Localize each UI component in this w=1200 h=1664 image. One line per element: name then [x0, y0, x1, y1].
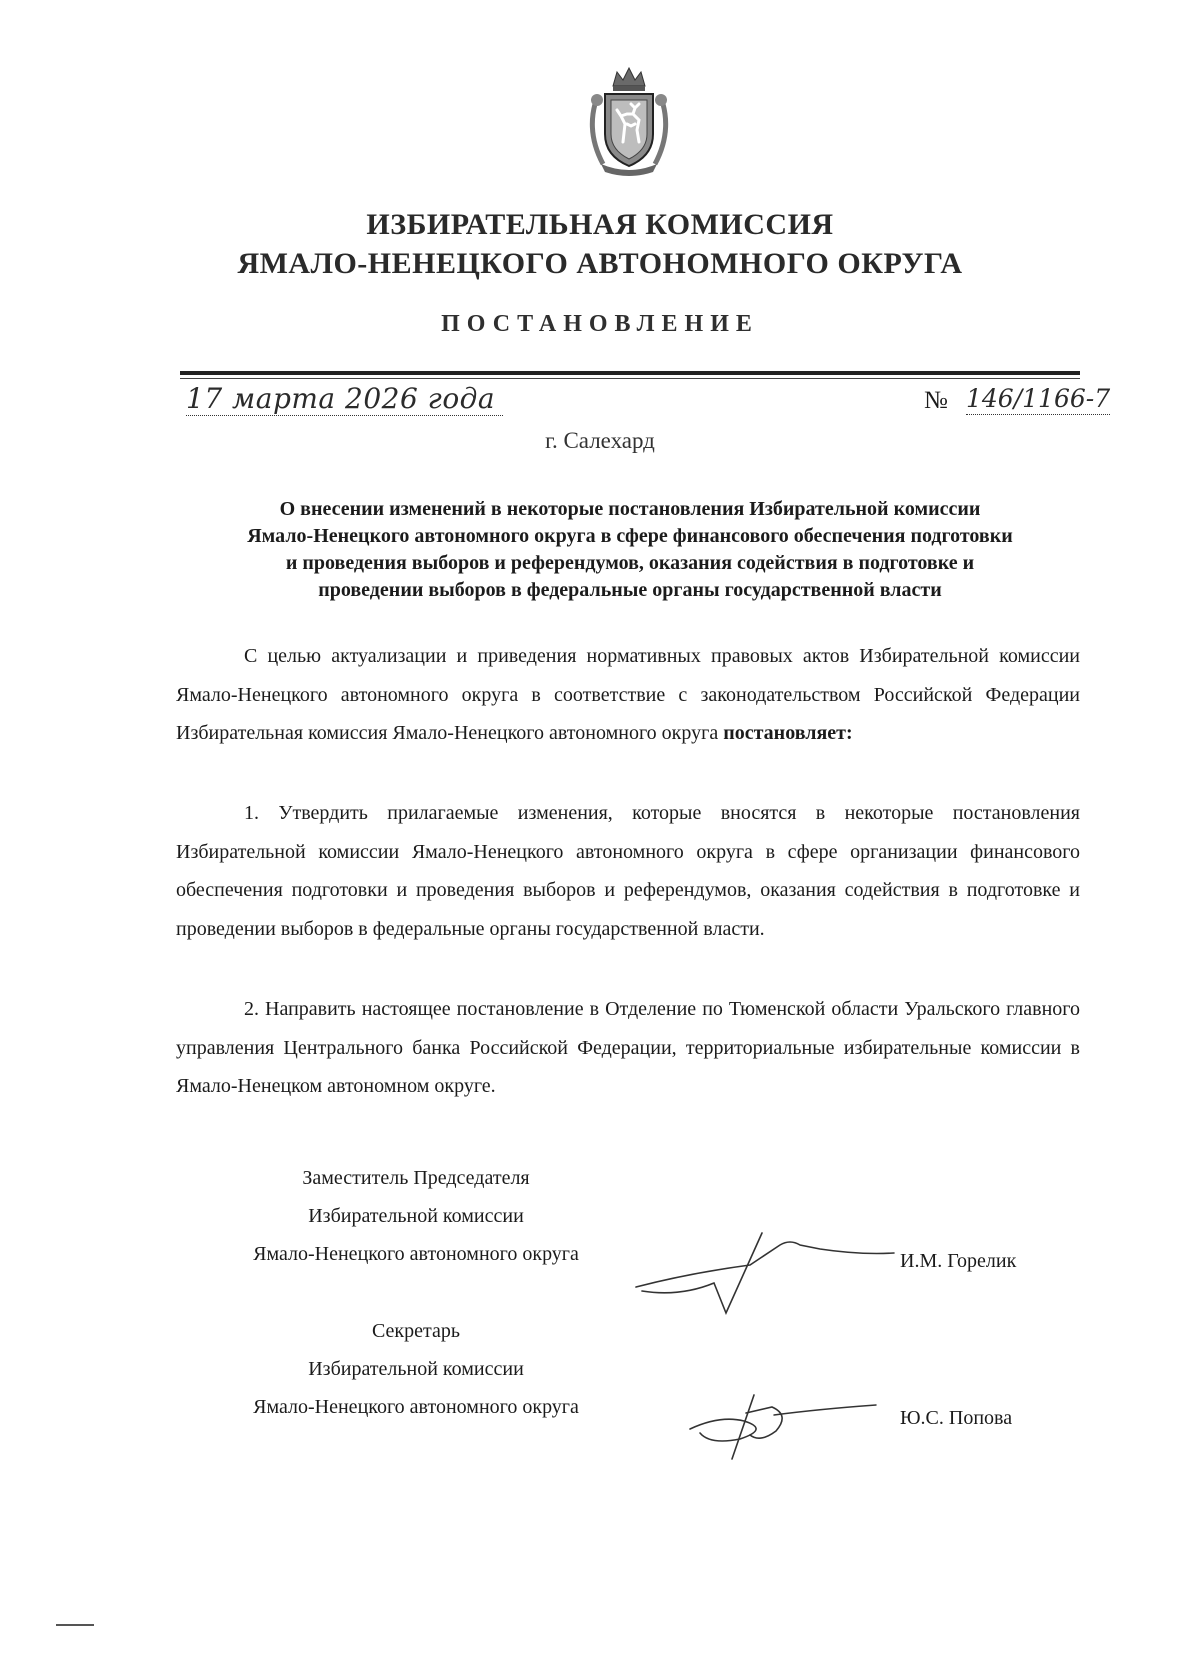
- organization-name-line2: ЯМАЛО-НЕНЕЦКОГО АВТОНОМНОГО ОКРУГА: [237, 247, 963, 280]
- handwritten-document-number: 146/1166-7: [966, 384, 1111, 413]
- handwritten-signature-1: [630, 1225, 900, 1315]
- handwritten-date: 17 марта 2026 года: [186, 383, 503, 416]
- signatory-2-position: [196, 1312, 636, 1426]
- signatory-1-position-line: Ямало-Ненецкого автономного округа: [253, 1243, 579, 1265]
- signatory-1-position: [196, 1159, 636, 1273]
- item-2-paragraph: 2. Направить настоящее постановление в Отделение по Тюменской области Уральского главного управления Центрального банка Российской Федерации, территориальные избирательные комиссии в Ямало-Ненецком автономном округе.: [176, 998, 1080, 1097]
- number-label: №: [924, 387, 948, 414]
- title-line: проведении выборов в федеральные органы государственной власти: [318, 579, 942, 601]
- signatory-2-position-line: Избирательной комиссии: [308, 1358, 524, 1380]
- decree-word: постановляет:: [723, 722, 853, 744]
- item-1-paragraph: 1. Утвердить прилагаемые изменения, которые вносятся в некоторые постановления Избирательной комиссии Ямало-Ненецкого автономного округа в сфере организации финансового обеспечения подготовки и проведения выборов и референдумов, оказания содействия в подготовке и проведении выборов в федеральные органы государственной власти.: [176, 802, 1080, 940]
- title-line: и проведения выборов и референдумов, оказания содействия в подготовке и: [285, 552, 975, 574]
- scan-corner-mark: [56, 1624, 94, 1626]
- document-type-heading: ПОСТАНОВЛЕНИЕ: [441, 311, 759, 337]
- signatory-2-name: Ю.С. Попова: [900, 1407, 1013, 1429]
- handwritten-signature-2: [680, 1385, 880, 1465]
- title-line: Ямало-Ненецкого автономного округа в сфере финансового обеспечения подготовки: [247, 525, 1013, 547]
- document-title: [170, 496, 1090, 604]
- header-divider-thick: [180, 371, 1080, 375]
- intro-paragraph: [176, 637, 1080, 753]
- signatory-1-name: И.М. Горелик: [900, 1250, 1017, 1272]
- header-divider-thin: [180, 378, 1080, 379]
- signatory-1-position-line: Избирательной комиссии: [308, 1205, 524, 1227]
- signatory-2-position-line: Ямало-Ненецкого автономного округа: [253, 1396, 579, 1418]
- coat-of-arms-emblem: [583, 64, 675, 176]
- signatory-1-position-line: Заместитель Председателя: [302, 1167, 530, 1189]
- signatory-2-position-line: Секретарь: [371, 1320, 461, 1342]
- title-line: О внесении изменений в некоторые постановления Избирательной комиссии: [279, 498, 981, 520]
- organization-name-line1: ИЗБИРАТЕЛЬНАЯ КОМИССИЯ: [366, 208, 834, 241]
- intro-text: С целью актуализации и приведения нормативных правовых актов Избирательной комиссии Ямало-Ненецкого автономного округа в соответствие с законодательством Российской Федерации Избирательная комиссия Ямало-Ненецкого автономного округа: [176, 645, 1080, 744]
- city-line: г. Салехард: [545, 428, 655, 453]
